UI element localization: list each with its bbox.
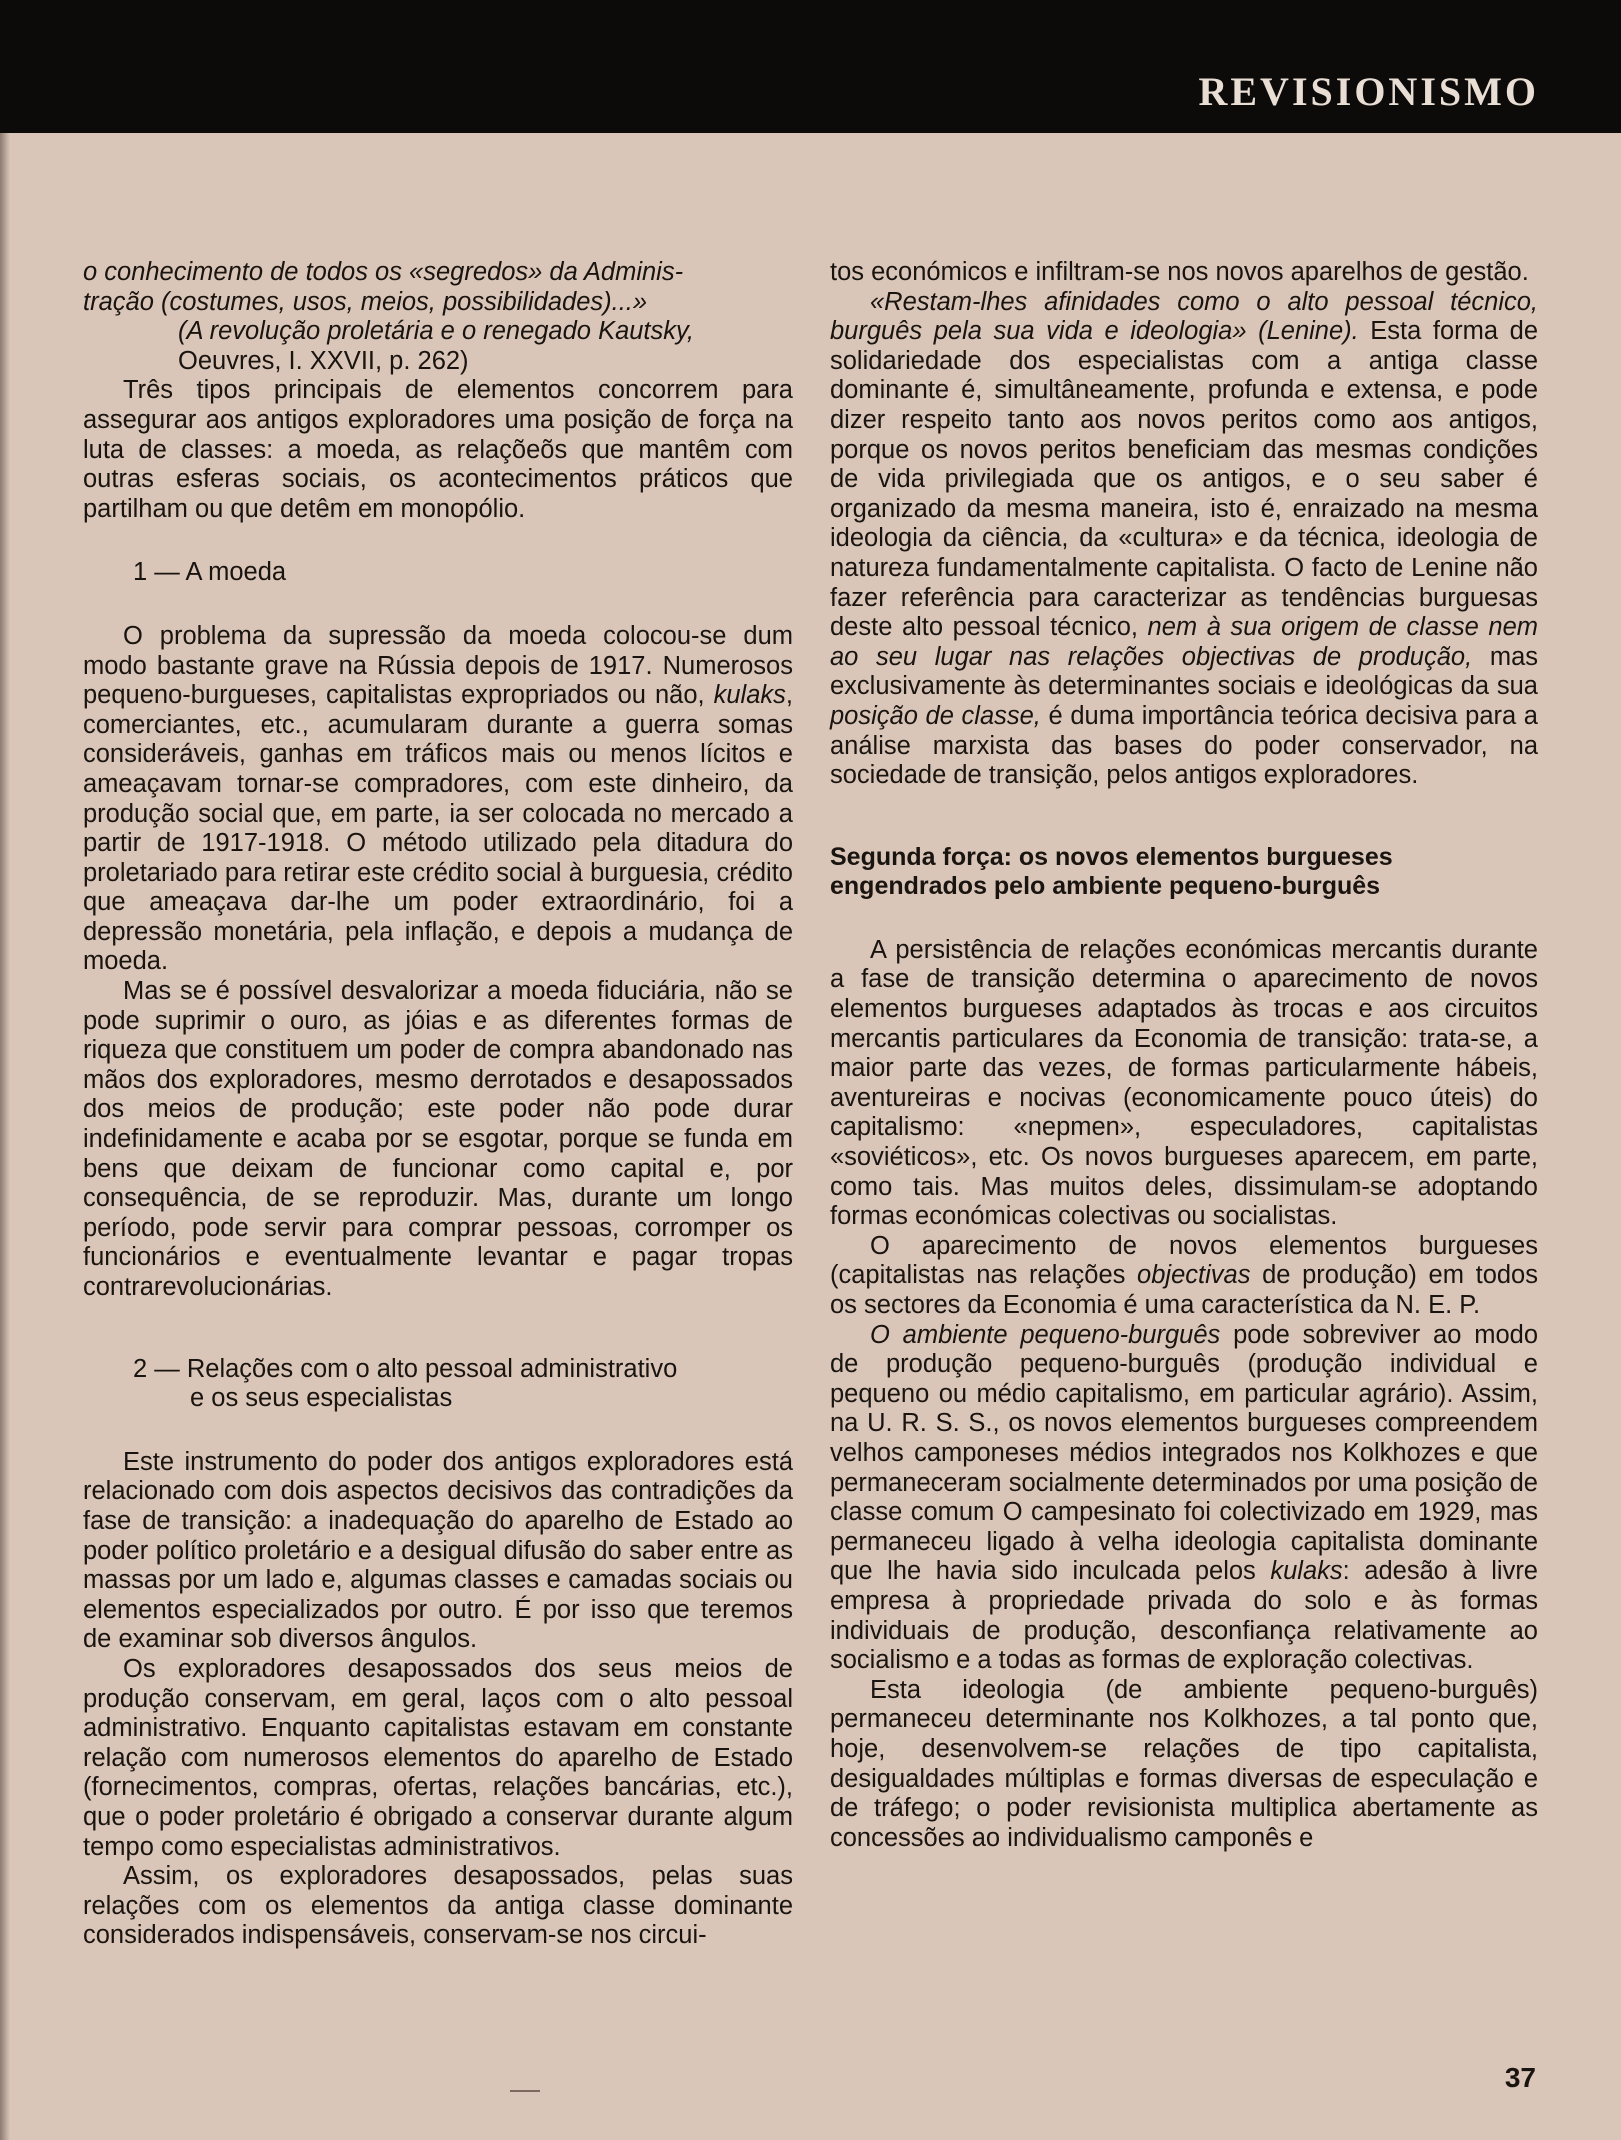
- section-title: REVISIONISMO: [1198, 69, 1539, 114]
- header-band: [0, 0, 1621, 133]
- divider: [510, 2090, 540, 2092]
- left-column: [83, 258, 793, 1951]
- paragraph: Mas se é possível desvalorizar a moeda fiduciária, não se pode suprimir o ouro, as jóias e as diferentes formas de riqueza que constituem um poder de compra abandonado nas mãos dos exploradores, mesmo derrotados e desapossados dos meios de produção; este poder não pode durar indefinidamente e acaba por se esgotar, porque se funda em bens que deixam de funcionar como capital e, por consequência, de se reproduzir. Mas, durante um longo período, pode servir para comprar pessoas, corromper os funcionários e eventualmente levantar e pagar tropas contrarevolucionárias.: [83, 977, 793, 1301]
- paragraph: O aparecimento de novos elementos burgueses (capitalistas nas relações objectivas de produção) em todos os sectores da Economia é uma característica da N. E. P.: [830, 1231, 1538, 1319]
- paragraph: Este instrumento do poder dos antigos exploradores está relacionado com dois aspectos decisivos das contradições da fase de transição: a inadequação do aparelho de Estado ao poder político proletário e a desigual difusão do saber entre as massas por um lado e, algumas classes e camadas sociais ou elementos especializados por outro. É por isso que teremos de examinar sob diversos ângulos.: [83, 1447, 793, 1654]
- intro-text: o conhecimento de todos os «segredos» da Adminis- tração (costumes, usos, meios, possibilidades)...»: [83, 258, 684, 316]
- paragraph: «Restam-lhes afinidades como o alto pessoal técnico, burguês pela sua vida e ideologia» (Lenine). Esta forma de solidariedade dos especialistas com a antiga classe dominante é, simultâneamente, profunda e extensa, e pode dizer respeito tanto aos novos peritos como aos antigos, porque os novos peritos beneficiam das mesmas condições de vida privilegiada que os antigos, e o seu saber é organizado da mesma maneira, isto é, enraizado na mesma ideologia da ciência, da «cultura» e da técnica, ideologia de natureza fundamentalmente capitalista. O facto de Lenine não fazer referência para caracterizar as tendências burguesas deste alto pessoal técnico, nem à sua origem de classe nem ao seu lugar nas relações objectivas de produção, mas exclusivamente às determinantes sociais e ideológicas da sua posição de classe, é duma importância teórica decisiva para a análise marxista das bases do poder conservador, na sociedade de transição, pelos antigos exploradores.: [830, 287, 1539, 790]
- section-heading-moeda: 1 — A moeda: [133, 558, 287, 587]
- paragraph: tos económicos e infiltram-se nos novos aparelhos de gestão.: [830, 258, 1529, 286]
- section-heading-relacoes: 2 — Relações com o alto pessoal administrativo e os seus especialistas: [133, 1354, 678, 1413]
- page-number: 37: [1504, 2062, 1536, 2093]
- page-gutter-shadow: [0, 133, 10, 2140]
- subheading-segunda-forca: Segunda força: os novos elementos burgueses engendrados pelo ambiente pequeno-burguês: [830, 842, 1393, 901]
- paragraph: O ambiente pequeno-burguês pode sobreviver ao modo de produção pequeno-burguês (produção individual e pequeno ou médio capitalismo, em particular agrário). Assim, na U. R. S. S., os novos elementos burgueses compreendem velhos camponeses médios integrados nos Kolkhozes e que permaneceram socialmente determinados por uma posição de classe comum O campesinato foi colectivizado em 1929, mas permaneceu ligado à velha ideologia capitalista dominante que lhe havia sido inculcada pelos kulaks: adesão à livre empresa à propriedade privada do solo e às formas individuais de produção, desconfiança relativamente ao socialismo e a todas as formas de exploração colectivas.: [830, 1320, 1538, 1675]
- paragraph: Esta ideologia (de ambiente pequeno-burguês) permaneceu determinante nos Kolkhozes, a tal ponto que, hoje, desenvolvem-se relações de tipo capitalista, desigualdades múltiplas e formas diversas de especulação e de tráfego; o poder revisionista multiplica abertamente as concessões ao individualismo camponês e: [830, 1675, 1538, 1852]
- right-column: [830, 258, 1538, 1853]
- paragraph: Três tipos principais de elementos concorrem para assegurar aos antigos exploradores uma posição de força na luta de classes: a moeda, as relaçõeõs que mantêm com outras esferas sociais, os acontecimentos práticos que partilham ou que detêm em monopólio.: [83, 376, 793, 523]
- paragraph: A persistência de relações económicas mercantis durante a fase de transição determina o aparecimento de novos elementos burgueses adaptados às trocas e aos circuitos mercantis particulares da Economia de transição: trata-se, a maior parte das vezes, de formas particularmente hábeis, aventureiras e nocivas (economicamente pouco úteis) do capitalismo: «nepmen», especuladores, capitalistas «soviéticos», etc. Os novos burgueses aparecem, em parte, como tais. Mas muitos deles, dissimulam-se adoptando formas económicas colectivas ou socialistas.: [830, 935, 1538, 1231]
- paragraph: O problema da supressão da moeda colocou-se dum modo bastante grave na Rússia depois de 1917. Numerosos pequeno-burgueses, capitalistas expropriados ou não, kulaks, comerciantes, etc., acumularam durante a guerra somas consideráveis, ganhas em tráficos mais ou menos lícitos e ameaçavam tornar-se compradores, com este dinheiro, da produção social que, em parte, ia ser colocada no mercado a partir de 1917-1918. O método utilizado pela ditadura do proletariado para retirar este crédito social à burguesia, crédito que ameaçava dar-lhe um poder extraordinário, foi a depressão monetária, pela inflação, e depois a mudança de moeda.: [83, 621, 793, 976]
- citation: (A revolução proletária e o renegado Kautsky, Oeuvres, I. XXVII, p. 262): [178, 317, 694, 375]
- paragraph: Assim, os exploradores desapossados, pelas suas relações com os elementos da antiga classe dominante considerados indispensáveis, conservam-se nos circui-: [83, 1862, 793, 1950]
- paragraph: Os exploradores desapossados dos seus meios de produção conservam, em geral, laços com o alto pessoal administrativo. Enquanto capitalistas estavam em constante relação com numerosos elementos do aparelho de Estado (fornecimentos, compras, ofertas, relações bancárias, etc.), que o poder proletário é obrigado a conservar durante algum tempo como especialistas administrativos.: [83, 1654, 793, 1861]
